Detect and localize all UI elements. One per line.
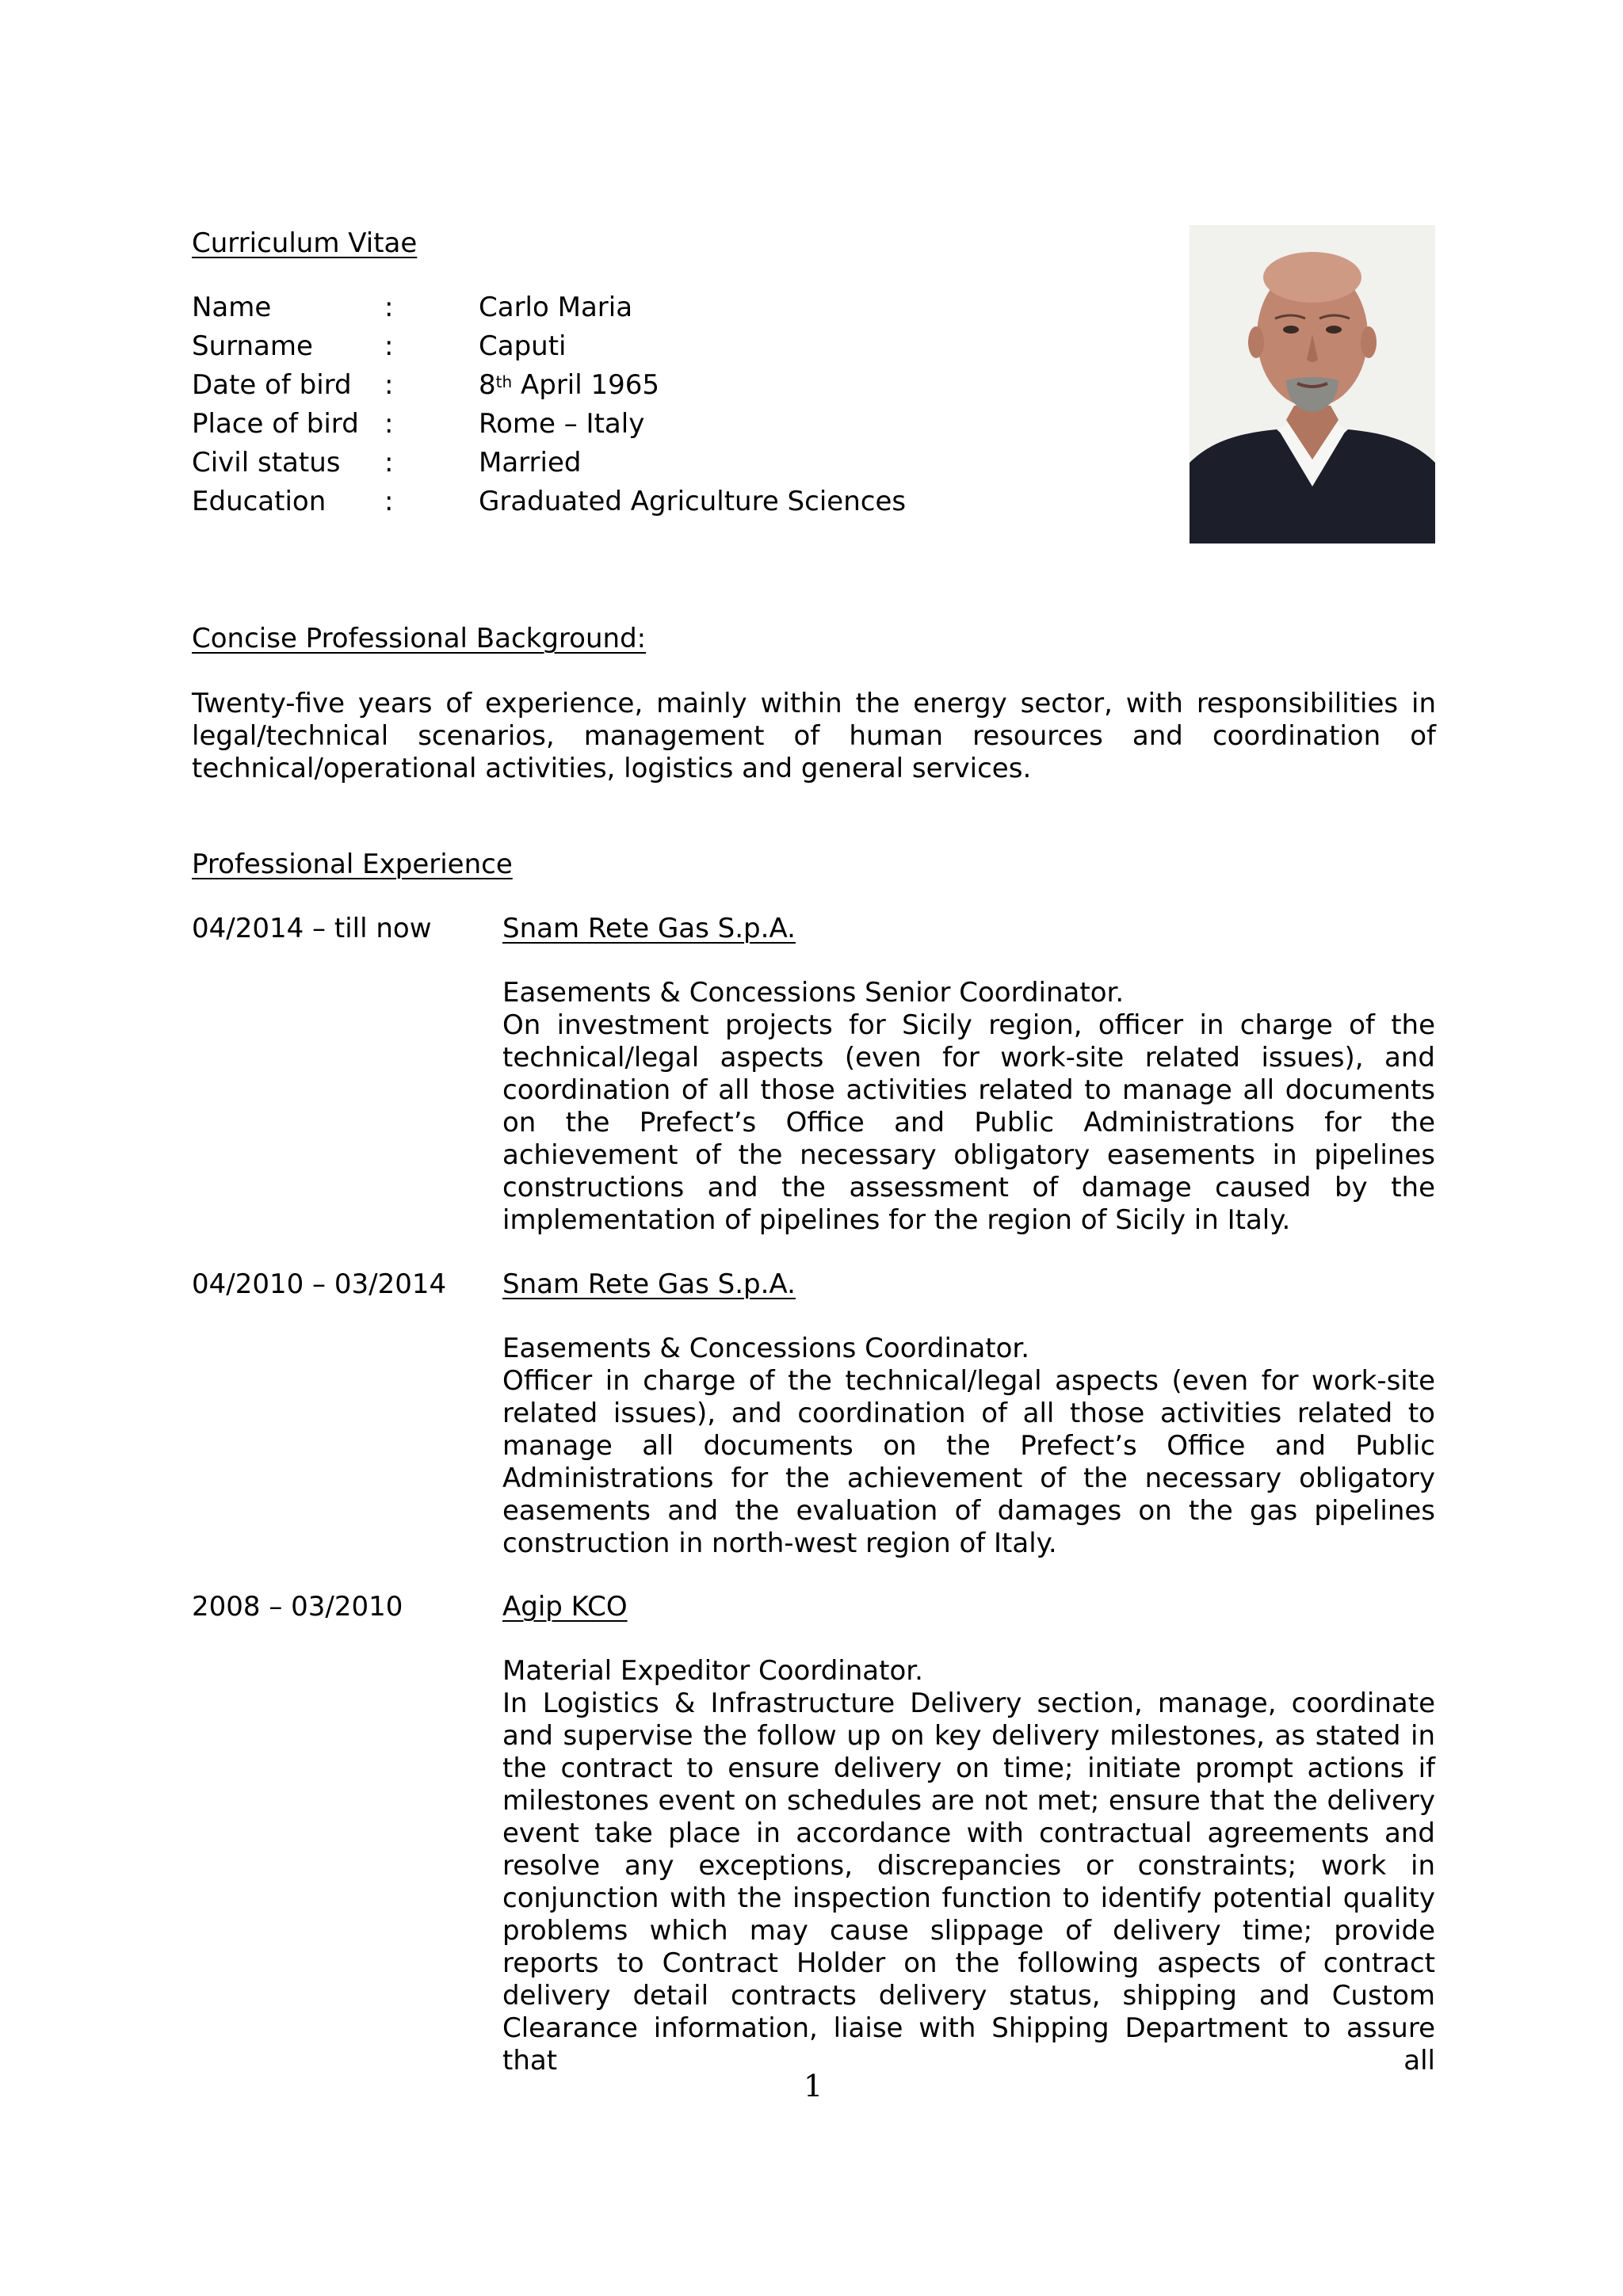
portrait-image xyxy=(1190,225,1435,543)
info-value: Carlo Maria xyxy=(479,292,633,323)
experience-period: 04/2010 – 03/2014 xyxy=(192,1268,447,1300)
experience-description: On investment projects for Sicily region, officer in charge of the technical/legal aspects (even for work-site related issues), and coordination of all those activities related to manage all documents on the Prefect’s Office and Public Administrations for the achievement of the necessary obligatory easements in pipelines constructions and the assessment of damage caused by the implementation of pipelines for the region of Sicily in Italy. xyxy=(502,1009,1435,1236)
profile-photo xyxy=(1190,225,1435,543)
experience-description: Officer in charge of the technical/legal aspects (even for work-site related issues), and coordination of all those activities related to manage all documents on the Prefect’s Office and Public Administrations for the achievement of the necessary obligatory easements and the evaluation of damages on the gas pipelines construction in north-west region of Italy. xyxy=(502,1365,1435,1559)
info-colon: : xyxy=(384,292,394,323)
experience-details xyxy=(502,1655,1435,2077)
section-title-background: Concise Professional Background: xyxy=(192,623,647,654)
background-paragraph: Twenty-five years of experience, mainly within the energy sector, with responsibilities in legal/technical scenarios, management of human resources and coordination of technical/operational activities, logistics and general services. xyxy=(192,688,1436,784)
experience-description: In Logistics & Infrastructure Delivery section, manage, coordinate and supervise the follow up on key delivery milestones, as stated in the contract to ensure delivery on time; initiate prompt actions if milestones event on schedules are not met; ensure that the delivery event take place in accordance with contractual agreements and resolve any exceptions, discrepancies or constraints; work in conjunction with the inspection function to identify potential quality problems which may cause slippage of delivery time; provide reports to Contract Holder on the following aspects of contract delivery detail contracts delivery status, shipping and Custom Clearance information, liaise with Shipping Department to assure that all xyxy=(502,1688,1435,2077)
info-value: Married xyxy=(479,447,582,479)
experience-company: Snam Rete Gas S.p.A. xyxy=(502,1268,796,1300)
info-label: Civil status xyxy=(192,447,341,479)
info-value: Graduated Agriculture Sciences xyxy=(479,486,907,517)
info-label: Date of bird xyxy=(192,369,352,401)
experience-role: Easements & Concessions Coordinator. xyxy=(502,1333,1030,1364)
info-colon: : xyxy=(384,447,394,479)
info-label: Place of bird xyxy=(192,408,359,440)
info-colon: : xyxy=(384,408,394,440)
birth-day: 8 xyxy=(479,369,496,401)
document-title: Curriculum Vitae xyxy=(192,227,418,259)
info-value xyxy=(479,369,659,402)
experience-period: 04/2014 – till now xyxy=(192,913,432,944)
page-number: 1 xyxy=(804,2069,823,2103)
experience-company: Snam Rete Gas S.p.A. xyxy=(502,913,796,944)
info-value: Caputi xyxy=(479,330,567,362)
experience-company: Agip KCO xyxy=(502,1591,628,1623)
info-label: Name xyxy=(192,292,272,323)
experience-role: Material Expeditor Coordinator. xyxy=(502,1655,923,1687)
ordinal-suffix: th xyxy=(495,372,513,391)
section-title-experience: Professional Experience xyxy=(192,849,513,880)
info-label: Education xyxy=(192,486,327,517)
info-label: Surname xyxy=(192,330,313,362)
experience-details xyxy=(502,977,1435,1237)
info-value: Rome – Italy xyxy=(479,408,645,440)
info-colon: : xyxy=(384,330,394,362)
experience-role: Easements & Concessions Senior Coordinator. xyxy=(502,977,1125,1009)
info-colon: : xyxy=(384,486,394,517)
experience-period: 2008 – 03/2010 xyxy=(192,1591,403,1623)
birth-month-year: April 1965 xyxy=(512,369,660,401)
info-colon: : xyxy=(384,369,394,401)
experience-details xyxy=(502,1333,1435,1560)
